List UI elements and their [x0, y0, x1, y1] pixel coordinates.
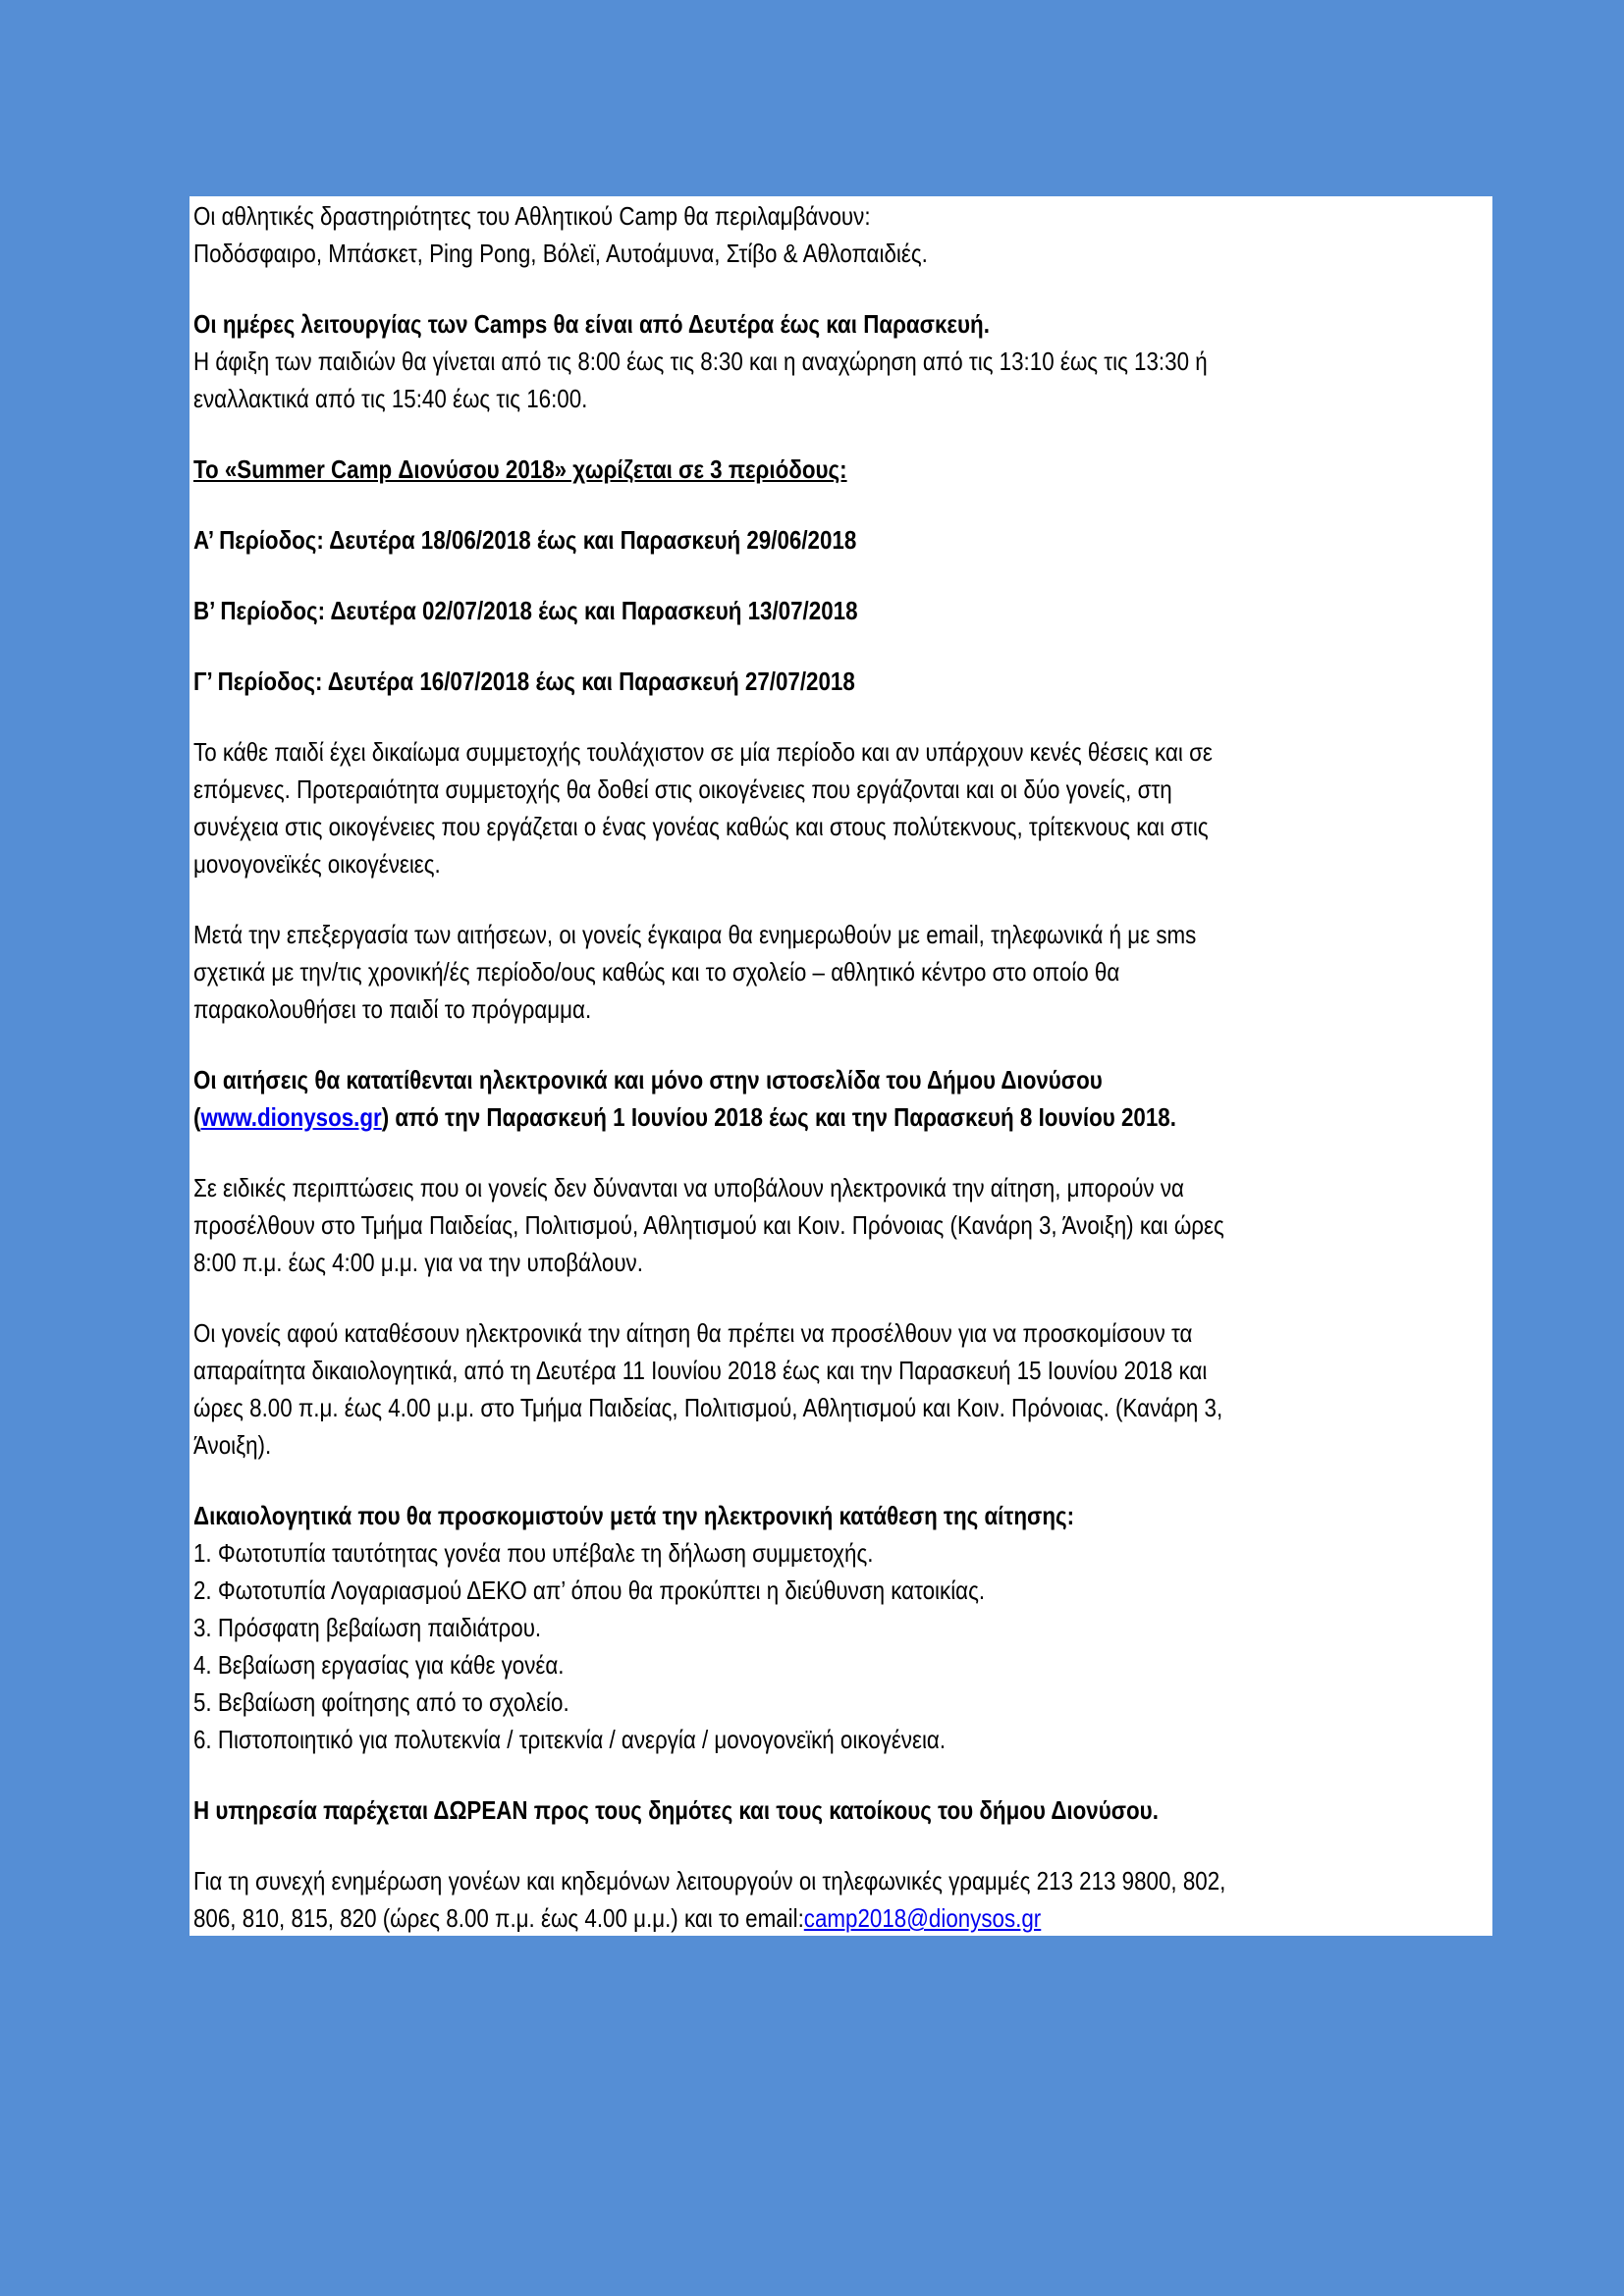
required-doc-item: 3. Πρόσφατη βεβαίωση παιδιάτρου. [193, 1613, 542, 1642]
eligibility-line-3: συνέχεια στις οικογένειες που εργάζεται ο ένας γονέας καθώς και στους πολύτεκνους, τρίτεκνους και στις [193, 812, 1209, 841]
period-a-paragraph [193, 521, 1310, 559]
period-c-paragraph [193, 663, 1310, 700]
eligibility-line-4: μονογονεϊκές οικογένειες. [193, 849, 441, 879]
eligibility-paragraph [193, 733, 1310, 882]
sports-line-2: Ποδόσφαιρο, Μπάσκετ, Ping Pong, Βόλεϊ, Αυτοάμυνα, Στίβο & Αθλοπαιδιές. [193, 239, 928, 268]
documents-submission-paragraph [193, 1314, 1310, 1464]
applications-line-2 [193, 1098, 1310, 1136]
document-content [193, 197, 1310, 1937]
required-docs-paragraph [193, 1497, 1310, 1758]
period-c: Γ’ Περίοδος: Δευτέρα 16/07/2018 έως και Παρασκευή 27/07/2018 [193, 667, 855, 696]
special-cases-line-3: 8:00 π.μ. έως 4:00 μ.μ. για να την υποβάλουν. [193, 1248, 643, 1277]
documents-submission-line-1: Οι γονείς αφού καταθέσουν ηλεκτρονικά την αίτηση θα πρέπει να προσέλθουν για να προσκομίσουν τα [193, 1318, 1193, 1348]
processing-line-2: σχετικά με την/τις χρονική/ές περίοδο/ους καθώς και το σχολείο – αθλητικό κέντρο στο οποίο θα [193, 957, 1120, 987]
applications-open-paren: ( [193, 1102, 201, 1132]
required-doc-item: 5. Βεβαίωση φοίτησης από το σχολείο. [193, 1687, 569, 1717]
documents-submission-line-3: ώρες 8.00 π.μ. έως 4.00 μ.μ. στο Τμήμα Παιδείας, Πολιτισμού, Αθλητισμού και Κοιν. Πρόνοιας. (Κανάρη 3, [193, 1393, 1223, 1422]
required-doc-item: 6. Πιστοποιητικό για πολυτεκνία / τριτεκνία / ανεργία / μονογονεϊκή οικογένεια. [193, 1725, 947, 1754]
required-doc-item: 4. Βεβαίωση εργασίας για κάθε γονέα. [193, 1650, 565, 1680]
processing-line-1: Μετά την επεξεργασία των αιτήσεων, οι γονείς έγκαιρα θα ενημερωθούν με email, τηλεφωνικά ή με sms [193, 920, 1197, 949]
contact-line-2 [193, 1899, 1310, 1937]
period-b: Β’ Περίοδος: Δευτέρα 02/07/2018 έως και Παρασκευή 13/07/2018 [193, 596, 858, 625]
free-service-text: Η υπηρεσία παρέχεται ΔΩΡΕΑΝ προς τους δημότες και τους κατοίκους του δήμου Διονύσου. [193, 1795, 1159, 1825]
special-cases-paragraph [193, 1169, 1310, 1281]
contact-paragraph [193, 1862, 1310, 1937]
camp-email-link[interactable]: camp2018@dionysos.gr [803, 1903, 1042, 1933]
schedule-heading: Οι ημέρες λειτουργίας των Camps θα είναι από Δευτέρα έως και Παρασκευή. [193, 309, 990, 339]
processing-paragraph [193, 916, 1310, 1028]
sports-paragraph [193, 197, 1310, 272]
applications-line-2-text: ) από την Παρασκευή 1 Ιουνίου 2018 έως και την Παρασκευή 8 Ιουνίου 2018. [381, 1102, 1176, 1132]
dionysos-website-link[interactable]: www.dionysos.gr [200, 1102, 382, 1132]
schedule-paragraph [193, 305, 1310, 417]
applications-paragraph [193, 1061, 1310, 1136]
documents-submission-line-4: Άνοιξη). [193, 1430, 272, 1460]
eligibility-line-2: επόμενες. Προτεραιότητα συμμετοχής θα δοθεί στις οικογένειες που εργάζονται και οι δύο γονείς, στη [193, 774, 1172, 804]
documents-submission-line-2: απαραίτητα δικαιολογητικά, από τη Δευτέρα 11 Ιουνίου 2018 έως και την Παρασκευή 15 Ιουνίου 2018 και [193, 1356, 1208, 1385]
required-doc-item: 1. Φωτοτυπία ταυτότητας γονέα που υπέβαλε τη δήλωση συμμετοχής. [193, 1538, 874, 1568]
applications-line-1: Οι αιτήσεις θα κατατίθενται ηλεκτρονικά και μόνο στην ιστοσελίδα του Δήμου Διονύσου [193, 1065, 1103, 1095]
contact-line-2-text: 806, 810, 815, 820 (ώρες 8.00 π.μ. έως 4.00 μ.μ.) και το email: [193, 1903, 804, 1933]
contact-line-1: Για τη συνεχή ενημέρωση γονέων και κηδεμόνων λειτουργούν οι τηλεφωνικές γραμμές 213 213 9800, 802, [193, 1866, 1226, 1896]
required-docs-heading: Δικαιολογητικά που θα προσκομιστούν μετά την ηλεκτρονική κατάθεση της αίτησης: [193, 1501, 1075, 1530]
free-service-paragraph [193, 1791, 1310, 1829]
period-b-paragraph [193, 592, 1310, 629]
schedule-line-1: Η άφιξη των παιδιών θα γίνεται από τις 8:00 έως τις 8:30 και η αναχώρηση από τις 13:10 έως τις 13:30 ή [193, 347, 1208, 376]
eligibility-line-1: Το κάθε παιδί έχει δικαίωμα συμμετοχής τουλάχιστον σε μία περίοδο και αν υπάρχουν κενές θέσεις και σε [193, 737, 1213, 767]
schedule-line-2: εναλλακτικά από τις 15:40 έως τις 16:00. [193, 384, 588, 413]
special-cases-line-1: Σε ειδικές περιπτώσεις που οι γονείς δεν δύνανται να υποβάλουν ηλεκτρονικά την αίτηση, μπορούν να [193, 1173, 1184, 1202]
periods-heading-paragraph [193, 451, 1310, 488]
processing-line-3: παρακολουθήσει το παιδί το πρόγραμμα. [193, 994, 592, 1024]
required-doc-item: 2. Φωτοτυπία Λογαριασμού ΔΕΚΟ απ’ όπου θα προκύπτει η διεύθυνση κατοικίας. [193, 1575, 986, 1605]
sports-line-1: Οι αθλητικές δραστηριότητες του Αθλητικού Camp θα περιλαμβάνουν: [193, 201, 871, 231]
period-a: Α’ Περίοδος: Δευτέρα 18/06/2018 έως και Παρασκευή 29/06/2018 [193, 525, 857, 555]
special-cases-line-2: προσέλθουν στο Τμήμα Παιδείας, Πολιτισμού, Αθλητισμού και Κοιν. Πρόνοιας (Κανάρη 3, Άνοιξη) και ώρες [193, 1210, 1224, 1240]
periods-heading: Το «Summer Camp Διονύσου 2018» χωρίζεται σε 3 περιόδους: [193, 454, 847, 484]
